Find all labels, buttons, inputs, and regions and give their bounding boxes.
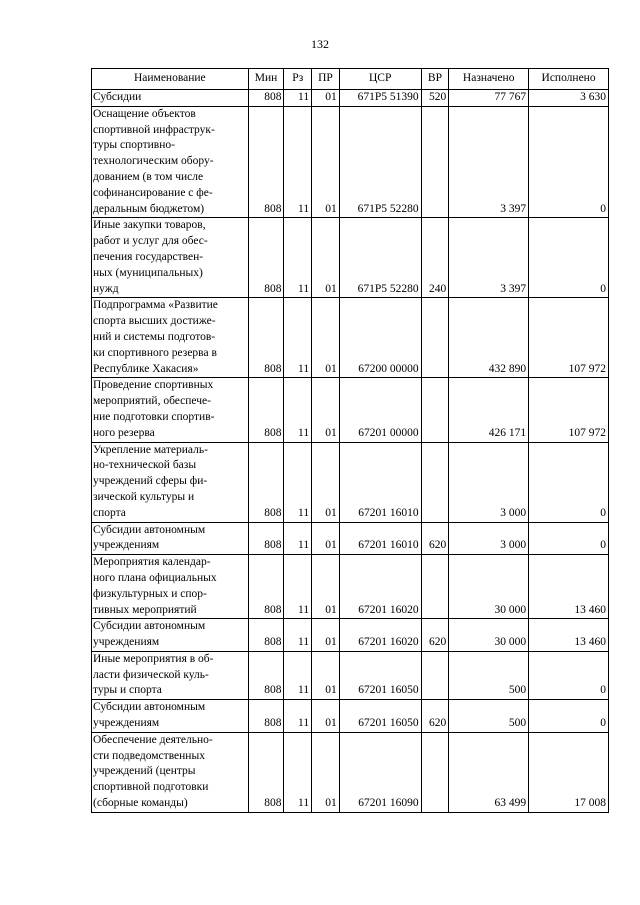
row-min: 808: [248, 378, 284, 442]
row-name-line: сти подведомственных: [93, 749, 205, 762]
row-min: 808: [248, 218, 284, 298]
row-min: 808: [248, 651, 284, 699]
row-assigned: 30 000: [449, 619, 529, 652]
row-pr: 01: [312, 106, 340, 218]
header-min: Мин: [248, 69, 284, 90]
row-name-line: но-технической базы: [93, 459, 197, 472]
row-assigned: 432 890: [449, 298, 529, 378]
row-name-line: зической культуры и: [93, 490, 195, 503]
row-rz: 11: [284, 732, 312, 812]
row-csr: 67201 16050: [339, 651, 421, 699]
header-executed: Исполнено: [529, 69, 609, 90]
row-vr: 520: [421, 90, 449, 107]
row-name-line: спортивной подготовки: [93, 781, 209, 794]
row-assigned: 77 767: [449, 90, 529, 107]
row-name-line: ний и системы подготов-: [93, 330, 216, 343]
row-executed: 0: [529, 700, 609, 733]
table-row: [92, 218, 609, 298]
row-assigned: 426 171: [449, 378, 529, 442]
row-name-line: софинансирование с фе-: [93, 186, 213, 199]
row-assigned: 3 397: [449, 106, 529, 218]
row-name-line: Проведение спортивных: [93, 379, 214, 392]
row-vr: [421, 555, 449, 619]
row-name-line: туры спортивно-: [93, 139, 175, 152]
row-name-line: Подпрограмма «Развитие: [93, 299, 218, 312]
table-row: [92, 378, 609, 442]
row-name-line: Иные закупки товаров,: [93, 219, 206, 232]
row-name-line: учреждениям: [93, 636, 160, 649]
row-name-line: учреждений сферы фи-: [93, 475, 208, 488]
row-vr: 620: [421, 522, 449, 555]
row-min: 808: [248, 619, 284, 652]
row-name-line: Обеспечение деятельно-: [93, 733, 213, 746]
row-vr: 240: [421, 218, 449, 298]
table-row: [92, 90, 609, 107]
row-name: [92, 619, 249, 652]
row-name: [92, 106, 249, 218]
header-csr: ЦСР: [339, 69, 421, 90]
row-min: 808: [248, 106, 284, 218]
row-rz: 11: [284, 555, 312, 619]
row-name-line: спортивной инфраструк-: [93, 123, 215, 136]
row-min: 808: [248, 522, 284, 555]
row-rz: 11: [284, 700, 312, 733]
row-name: [92, 732, 249, 812]
row-name-line: деральным бюджетом): [93, 202, 205, 215]
row-pr: 01: [312, 442, 340, 522]
table-row: [92, 522, 609, 555]
row-name-line: Субсидии автономным: [93, 620, 206, 633]
row-name: [92, 651, 249, 699]
row-name-line: работ и услуг для обес-: [93, 235, 208, 248]
table-row: [92, 651, 609, 699]
row-pr: 01: [312, 700, 340, 733]
table-row: [92, 732, 609, 812]
row-csr: 67200 00000: [339, 298, 421, 378]
row-name-line: Субсидии: [93, 91, 142, 103]
row-name-line: Мероприятия календар-: [93, 556, 211, 569]
row-name-line: нужд: [93, 282, 119, 295]
row-pr: 01: [312, 298, 340, 378]
row-rz: 11: [284, 298, 312, 378]
row-name-line: Иные мероприятия в об-: [93, 652, 214, 665]
row-executed: 0: [529, 522, 609, 555]
row-assigned: 30 000: [449, 555, 529, 619]
row-vr: 620: [421, 619, 449, 652]
table-row: [92, 106, 609, 218]
table-header-row: [92, 69, 609, 90]
row-name: [92, 442, 249, 522]
row-vr: [421, 442, 449, 522]
row-vr: [421, 651, 449, 699]
row-executed: 107 972: [529, 298, 609, 378]
row-name-line: ние подготовки спортив-: [93, 410, 215, 423]
row-vr: [421, 378, 449, 442]
row-rz: 11: [284, 106, 312, 218]
row-name: [92, 700, 249, 733]
header-name: Наименование: [92, 69, 249, 90]
row-assigned: 500: [449, 651, 529, 699]
row-name-line: ных (муниципальных): [93, 266, 203, 279]
page-number: 132: [311, 37, 329, 51]
row-pr: 01: [312, 218, 340, 298]
row-name: [92, 555, 249, 619]
row-min: 808: [248, 442, 284, 522]
header-vr: ВР: [421, 69, 449, 90]
table-row: [92, 298, 609, 378]
row-name-line: печения государствен-: [93, 250, 204, 263]
row-min: 808: [248, 90, 284, 107]
table-row: [92, 442, 609, 522]
row-name-line: Субсидии автономным: [93, 523, 206, 536]
row-csr: 671P5 52280: [339, 106, 421, 218]
row-vr: [421, 106, 449, 218]
row-csr: 67201 16010: [339, 442, 421, 522]
row-name-line: (сборные команды): [93, 797, 188, 810]
row-name-line: учреждений (центры: [93, 765, 196, 778]
row-min: 808: [248, 555, 284, 619]
row-name-line: учреждениям: [93, 539, 160, 552]
row-name: [92, 218, 249, 298]
row-name-line: Республике Хакасия»: [93, 362, 199, 375]
table-row: [92, 619, 609, 652]
row-csr: 671P5 52280: [339, 218, 421, 298]
row-rz: 11: [284, 619, 312, 652]
row-csr: 67201 16020: [339, 555, 421, 619]
row-name-line: ки спортивного резерва в: [93, 346, 217, 359]
row-executed: 107 972: [529, 378, 609, 442]
row-assigned: 500: [449, 700, 529, 733]
row-name-line: ного плана официальных: [93, 571, 217, 584]
row-csr: 671P5 51390: [339, 90, 421, 107]
header-pr: ПР: [312, 69, 340, 90]
row-assigned: 3 000: [449, 522, 529, 555]
row-pr: 01: [312, 378, 340, 442]
row-executed: 3 630: [529, 90, 609, 107]
row-name-line: дованием (в том числе: [93, 170, 204, 183]
row-executed: 13 460: [529, 619, 609, 652]
header-assigned: Назначено: [449, 69, 529, 90]
row-name-line: тивных мероприятий: [93, 603, 197, 616]
row-name-line: Субсидии автономным: [93, 701, 206, 714]
row-name-line: мероприятий, обеспече-: [93, 395, 211, 408]
row-rz: 11: [284, 651, 312, 699]
row-name-line: спорта: [93, 506, 126, 519]
row-name-line: спорта высших достиже-: [93, 315, 216, 328]
table-row: [92, 555, 609, 619]
row-vr: 620: [421, 700, 449, 733]
row-executed: 0: [529, 106, 609, 218]
row-name: [92, 298, 249, 378]
row-name-line: Укрепление материаль-: [93, 443, 208, 456]
row-name-line: учреждениям: [93, 717, 160, 730]
row-name-line: технологическим обору-: [93, 155, 214, 168]
row-rz: 11: [284, 218, 312, 298]
row-executed: 0: [529, 651, 609, 699]
row-assigned: 63 499: [449, 732, 529, 812]
table-body: [92, 90, 609, 813]
row-executed: 0: [529, 442, 609, 522]
row-name: [92, 90, 249, 107]
row-pr: 01: [312, 555, 340, 619]
row-name-line: Оснащение объектов: [93, 107, 196, 120]
row-name-line: туры и спорта: [93, 684, 162, 697]
row-pr: 01: [312, 732, 340, 812]
row-csr: 67201 16010: [339, 522, 421, 555]
row-csr: 67201 16050: [339, 700, 421, 733]
row-rz: 11: [284, 90, 312, 107]
row-executed: 17 008: [529, 732, 609, 812]
row-name-line: ласти физической куль-: [93, 668, 209, 681]
row-pr: 01: [312, 90, 340, 107]
row-csr: 67201 00000: [339, 378, 421, 442]
header-rz: Рз: [284, 69, 312, 90]
row-min: 808: [248, 700, 284, 733]
table-row: [92, 700, 609, 733]
row-pr: 01: [312, 522, 340, 555]
row-rz: 11: [284, 442, 312, 522]
row-pr: 01: [312, 619, 340, 652]
row-vr: [421, 298, 449, 378]
row-csr: 67201 16090: [339, 732, 421, 812]
row-vr: [421, 732, 449, 812]
row-assigned: 3 397: [449, 218, 529, 298]
row-rz: 11: [284, 522, 312, 555]
row-assigned: 3 000: [449, 442, 529, 522]
row-executed: 0: [529, 218, 609, 298]
row-pr: 01: [312, 651, 340, 699]
row-min: 808: [248, 732, 284, 812]
budget-table: [91, 68, 609, 813]
row-name: [92, 522, 249, 555]
row-name: [92, 378, 249, 442]
row-executed: 13 460: [529, 555, 609, 619]
row-name-line: ного резерва: [93, 426, 155, 439]
row-rz: 11: [284, 378, 312, 442]
row-csr: 67201 16020: [339, 619, 421, 652]
row-min: 808: [248, 298, 284, 378]
row-name-line: физкультурных и спор-: [93, 587, 207, 600]
